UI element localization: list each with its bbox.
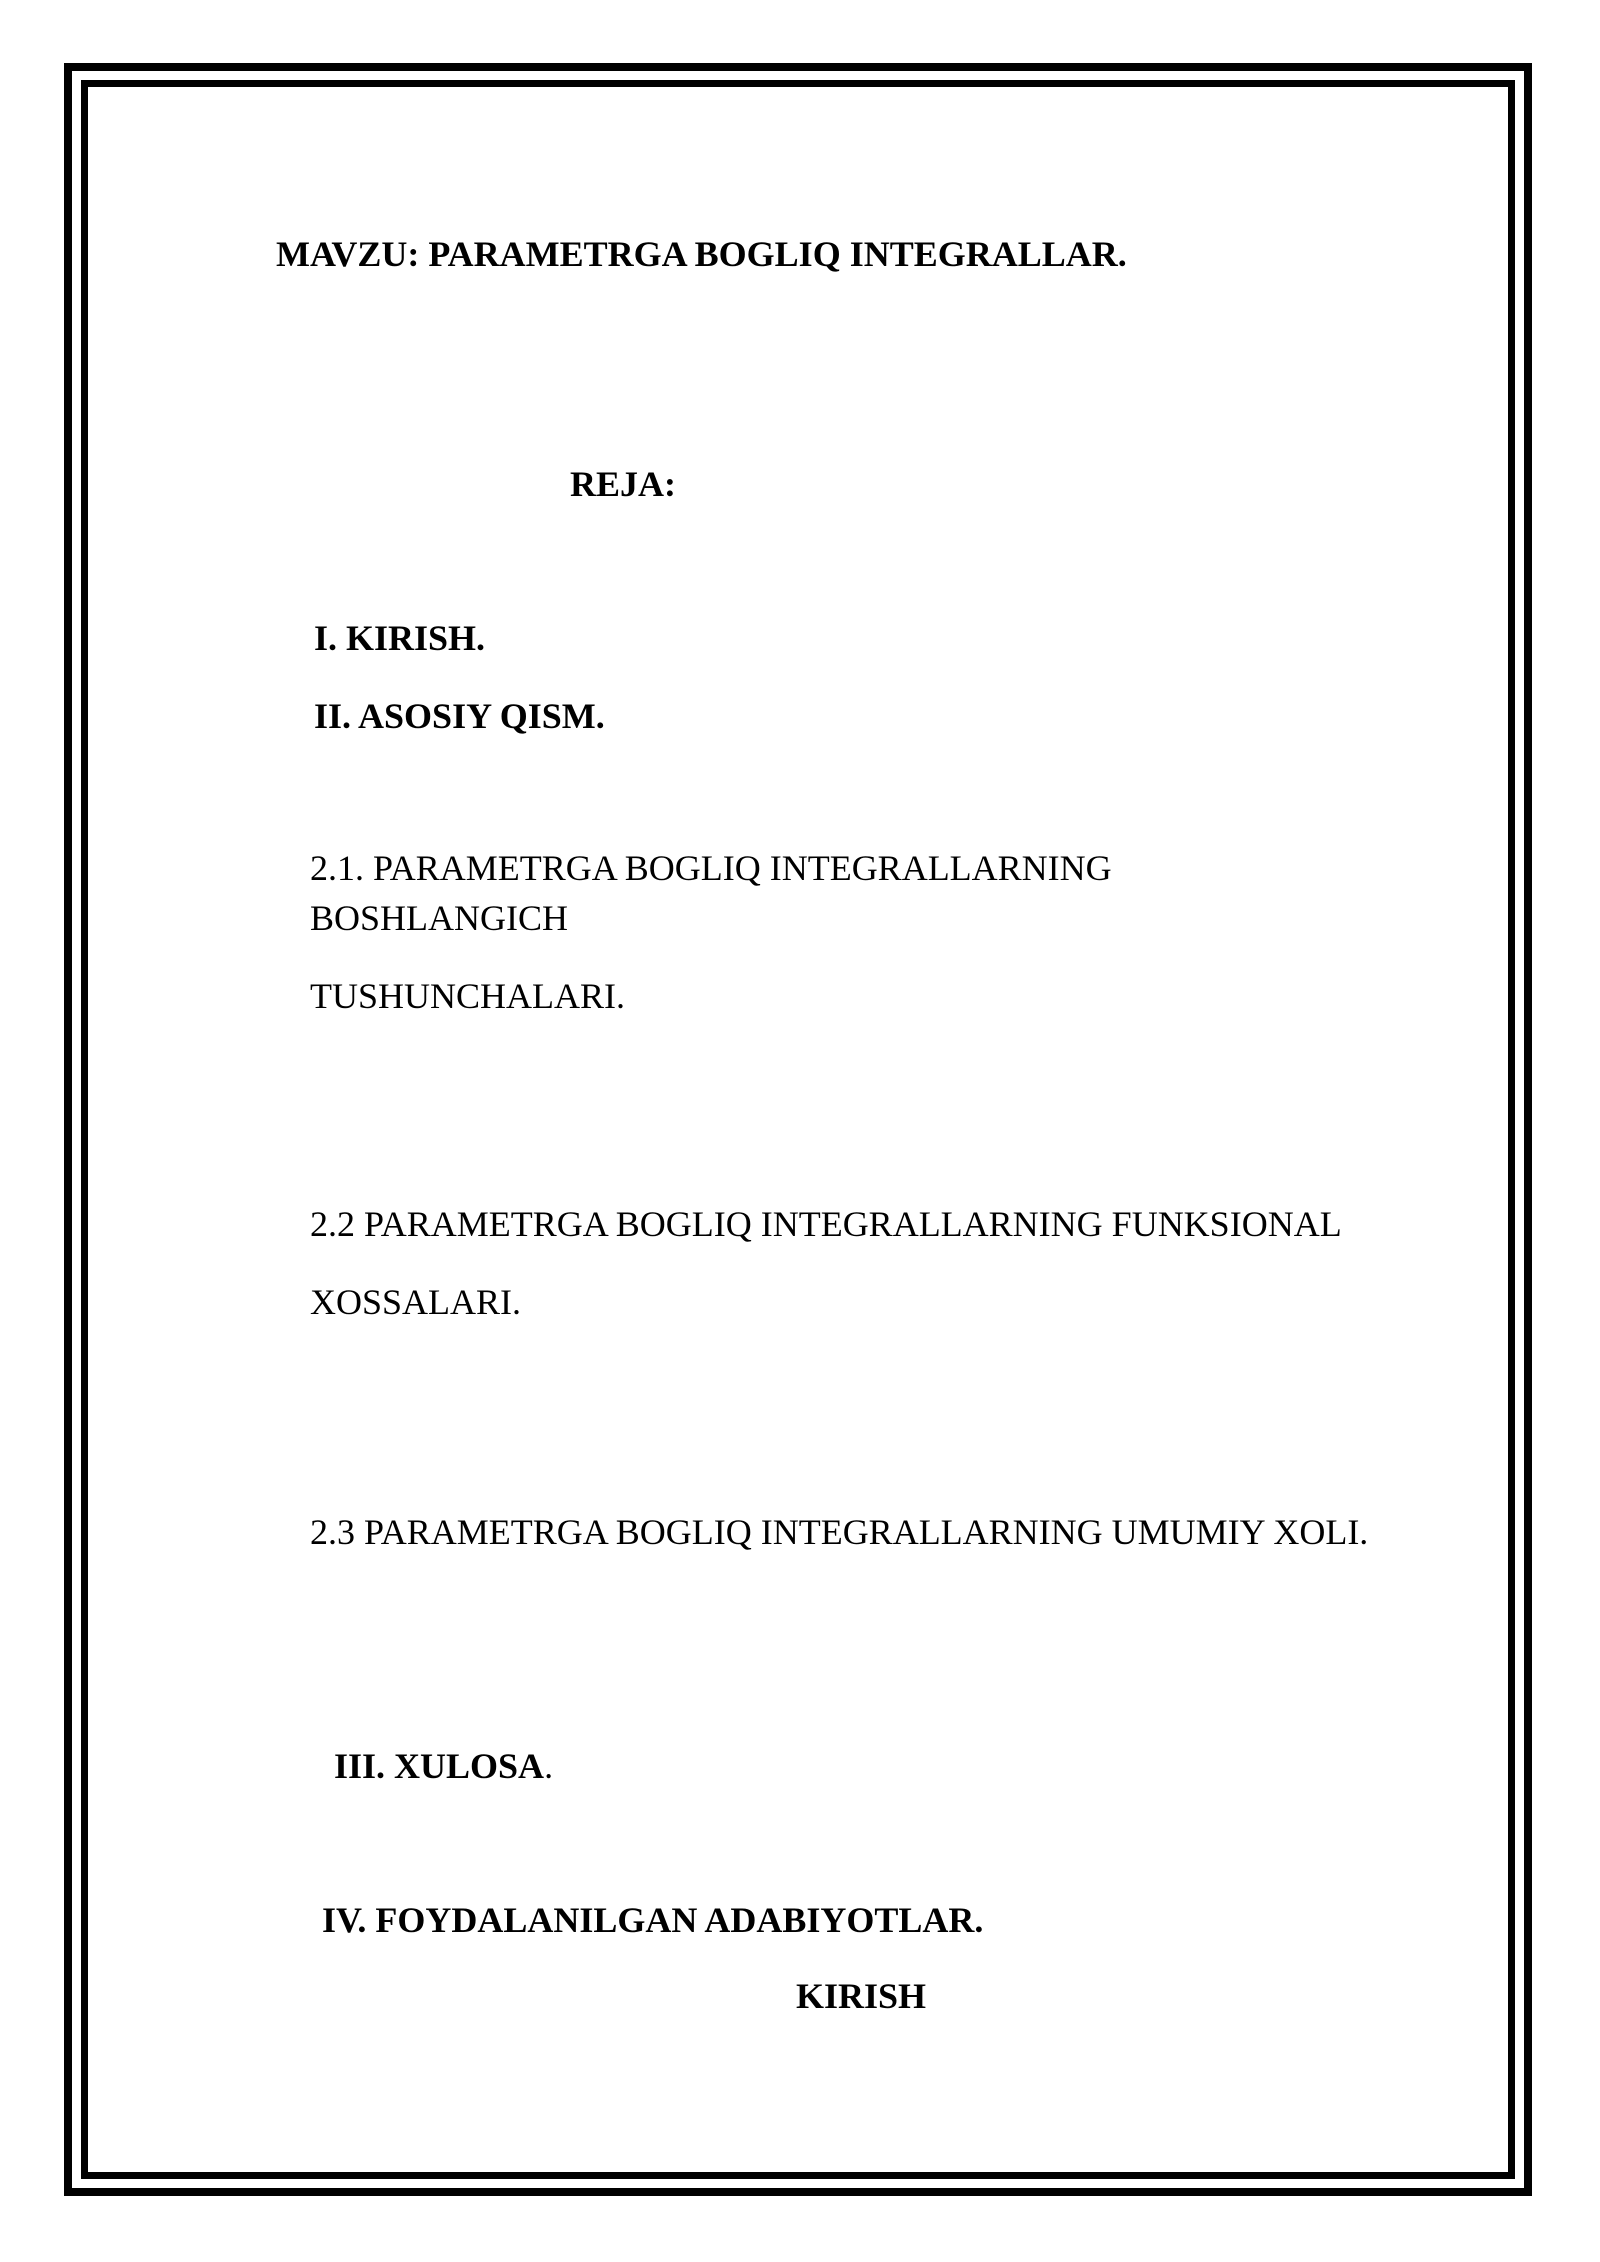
- page-border-inner: [81, 80, 1515, 2179]
- subsection-2-3: 2.3 PARAMETRGA BOGLIQ INTEGRALLARNING UMUMIY XOLI.: [310, 1512, 1369, 1552]
- plan-heading: REJA:: [570, 464, 676, 504]
- plan-item-main-part: II. ASOSIY QISM.: [314, 696, 605, 736]
- subsection-2-1-line-1: 2.1. PARAMETRGA BOGLIQ INTEGRALLARNING: [310, 848, 1112, 888]
- document-title: MAVZU: PARAMETRGA BOGLIQ INTEGRALLAR.: [276, 234, 1127, 274]
- plan-item-conclusion-text: III. XULOSA: [334, 1746, 545, 1786]
- subsection-2-2-line-1: 2.2 PARAMETRGA BOGLIQ INTEGRALLARNING FUNKSIONAL: [310, 1204, 1342, 1244]
- plan-item-conclusion: [334, 1746, 553, 1786]
- subsection-2-1-line-2: BOSHLANGICH: [310, 898, 569, 938]
- subsection-2-2-line-2: XOSSALARI.: [310, 1282, 522, 1322]
- plan-item-conclusion-period: .: [544, 1746, 554, 1786]
- subsection-2-1-line-3: TUSHUNCHALARI.: [310, 976, 625, 1016]
- section-heading-intro: KIRISH: [796, 1976, 927, 2016]
- plan-item-references: IV. FOYDALANILGAN ADABIYOTLAR.: [322, 1900, 984, 1940]
- plan-item-intro: I. KIRISH.: [314, 618, 486, 658]
